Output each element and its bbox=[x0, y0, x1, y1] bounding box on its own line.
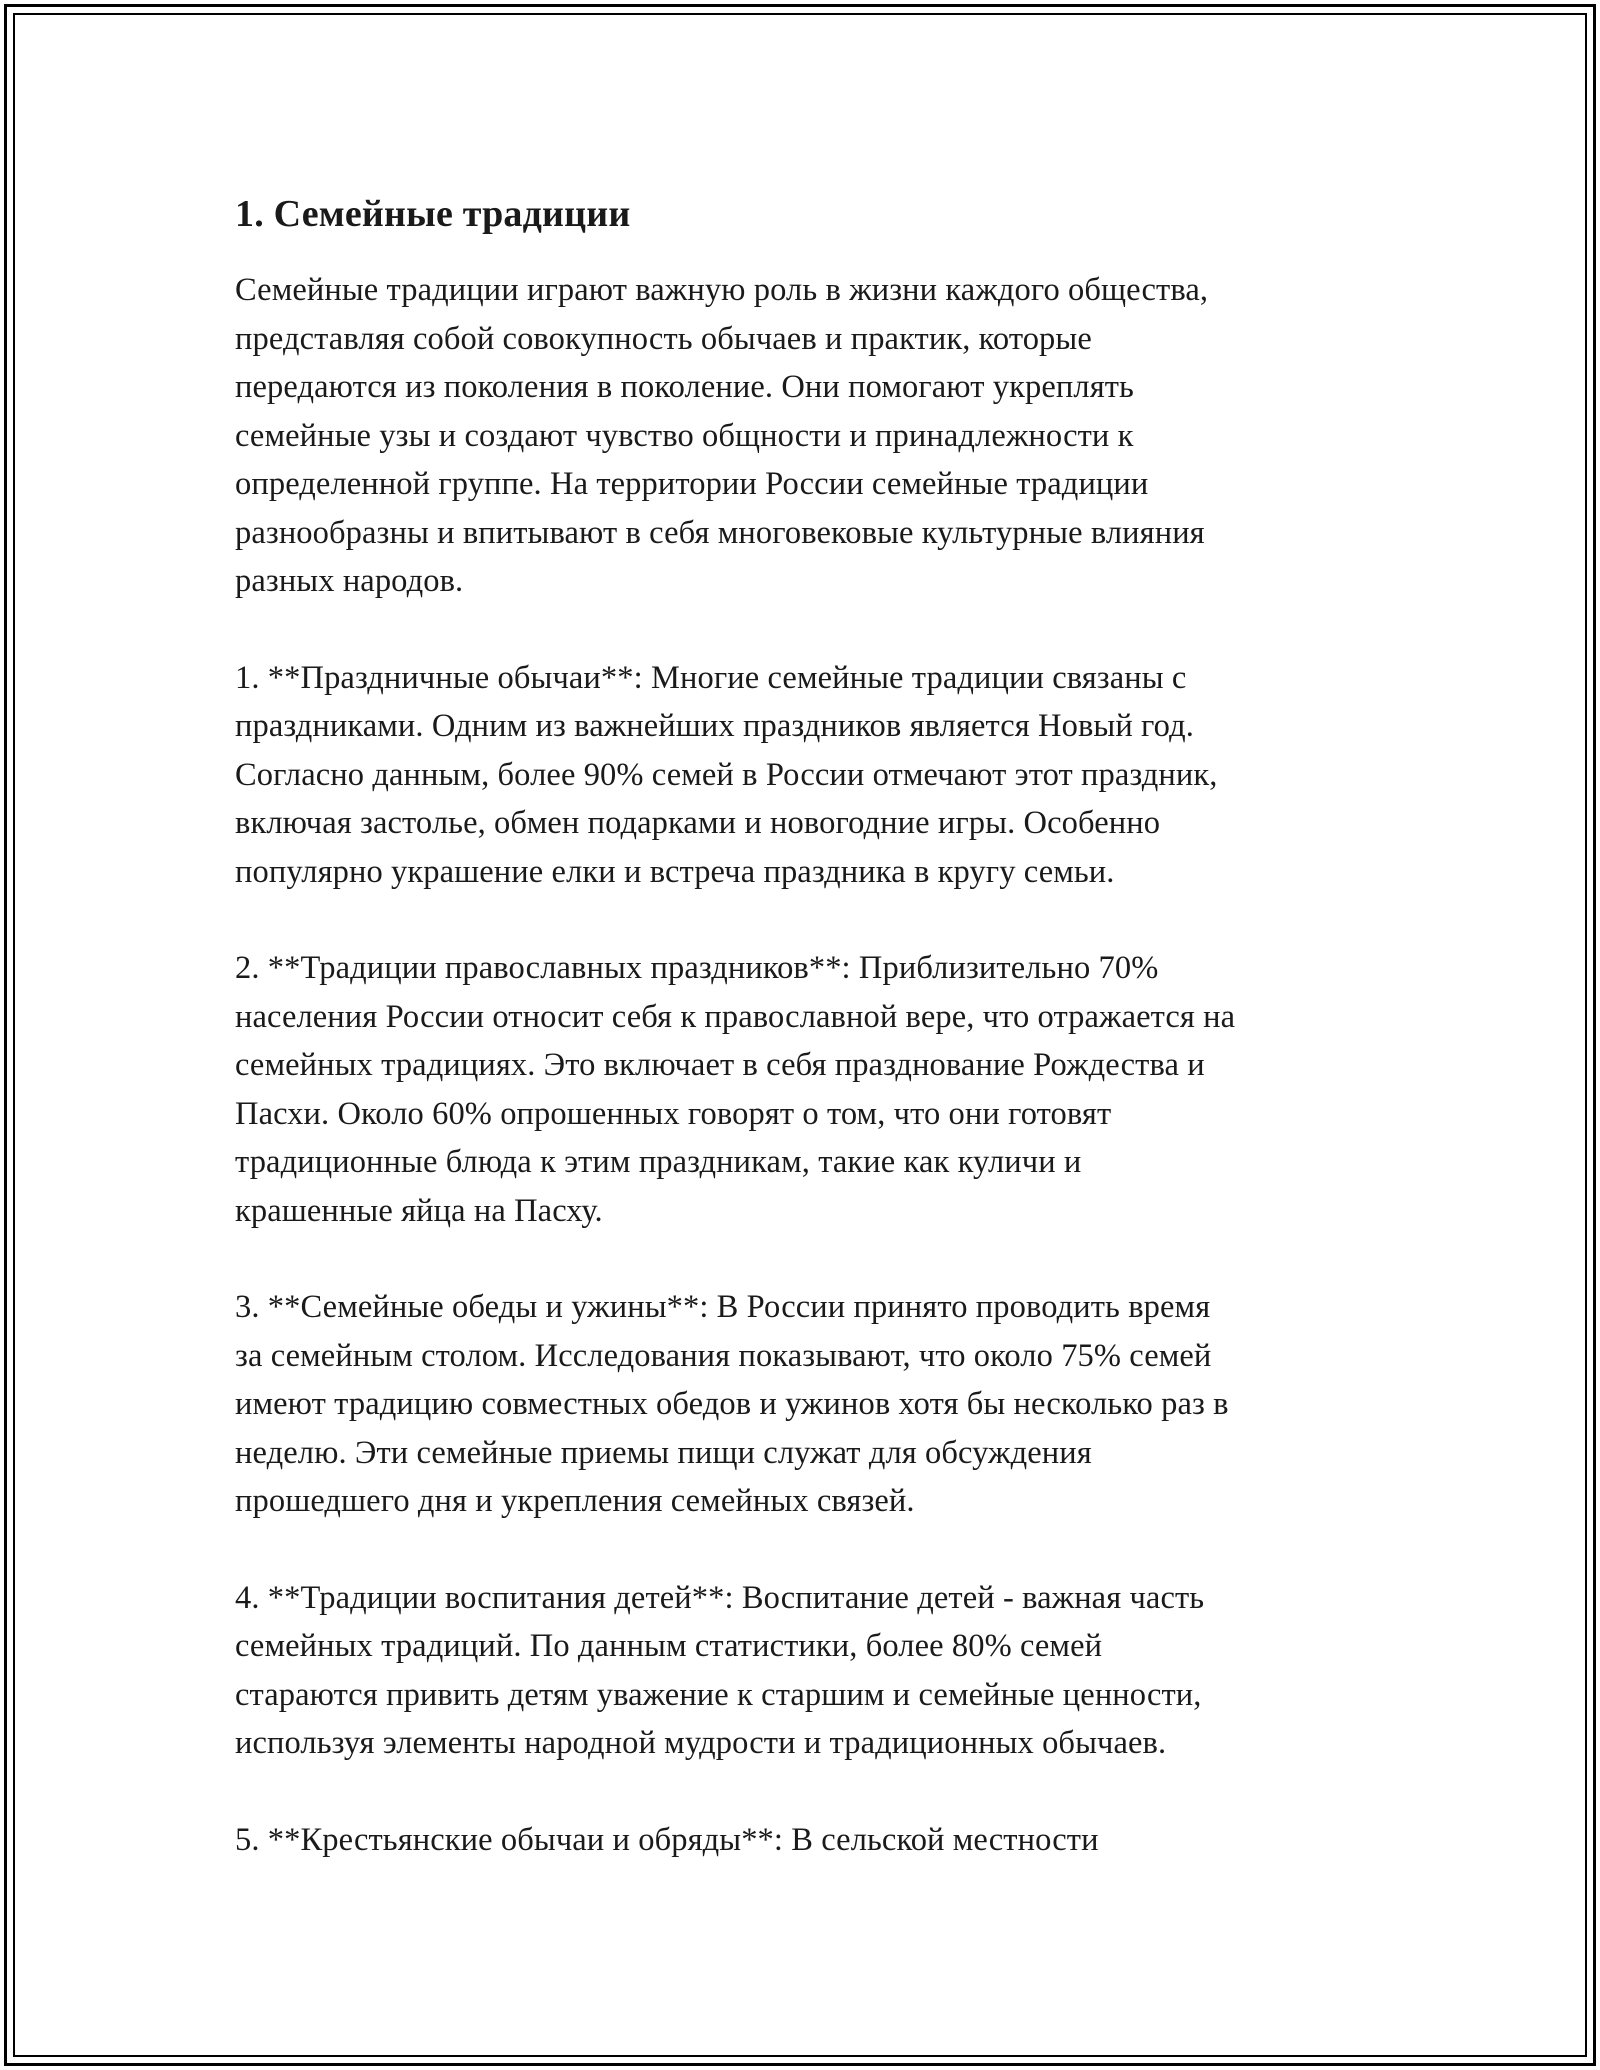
list-item-holiday-customs: 1. **Праздничные обычаи**: Многие семейные традиции связаны с праздниками. Одним из важнейших праздников является Новый год. Согласно данным, более 90% семей в России отмечают этот праздник, включая застолье, обмен подарками и новогодние игры. Особенно популярно украшение елки и встреча праздника в кругу семьи. bbox=[235, 659, 1218, 890]
intro-paragraph: Семейные традиции играют важную роль в жизни каждого общества, представляя собой совокупность обычаев и практик, которые передаются из поколения в поколение. Они помогают укреплять семейные узы и создают чувство общности и принадлежности к определенной группе. На территории России семейные традиции разнообразны и впитывают в себя многовековые культурные влияния разных народов. bbox=[235, 272, 1209, 599]
document-body bbox=[235, 188, 1385, 1912]
list-item-family-meals: 3. **Семейные обеды и ужины**: В России принято проводить время за семейным столом. Исследования показывают, что около 75% семей имеют традицию совместных обедов и ужинов хотя бы несколько раз в неделю. Эти семейные приемы пищи служат для обсуждения прошедшего дня и укрепления семейных связей. bbox=[235, 1289, 1229, 1519]
list-item-orthodox-holidays: 2. **Традиции православных праздников**: Приблизительно 70% населения России относит себя к православной вере, что отражается на семейных традициях. Это включает в себя празднование Рождества и Пасхи. Около 60% опрошенных говорят о том, что они готовят традиционные блюда к этим праздникам, такие как куличи и крашенные яйца на Пасху. bbox=[235, 950, 1236, 1229]
list-item-peasant-customs: 5. **Крестьянские обычаи и обряды**: В сельской местности bbox=[235, 1821, 1099, 1858]
list-item-child-upbringing: 4. **Традиции воспитания детей**: Воспитание детей - важная часть семейных традиций. По данным статистики, более 80% семей стараются привить детям уважение к старшим и семейные ценности, используя элементы народной мудрости и традиционных обычаев. bbox=[235, 1579, 1205, 1761]
document-title: 1. Семейные традиции bbox=[235, 193, 631, 235]
